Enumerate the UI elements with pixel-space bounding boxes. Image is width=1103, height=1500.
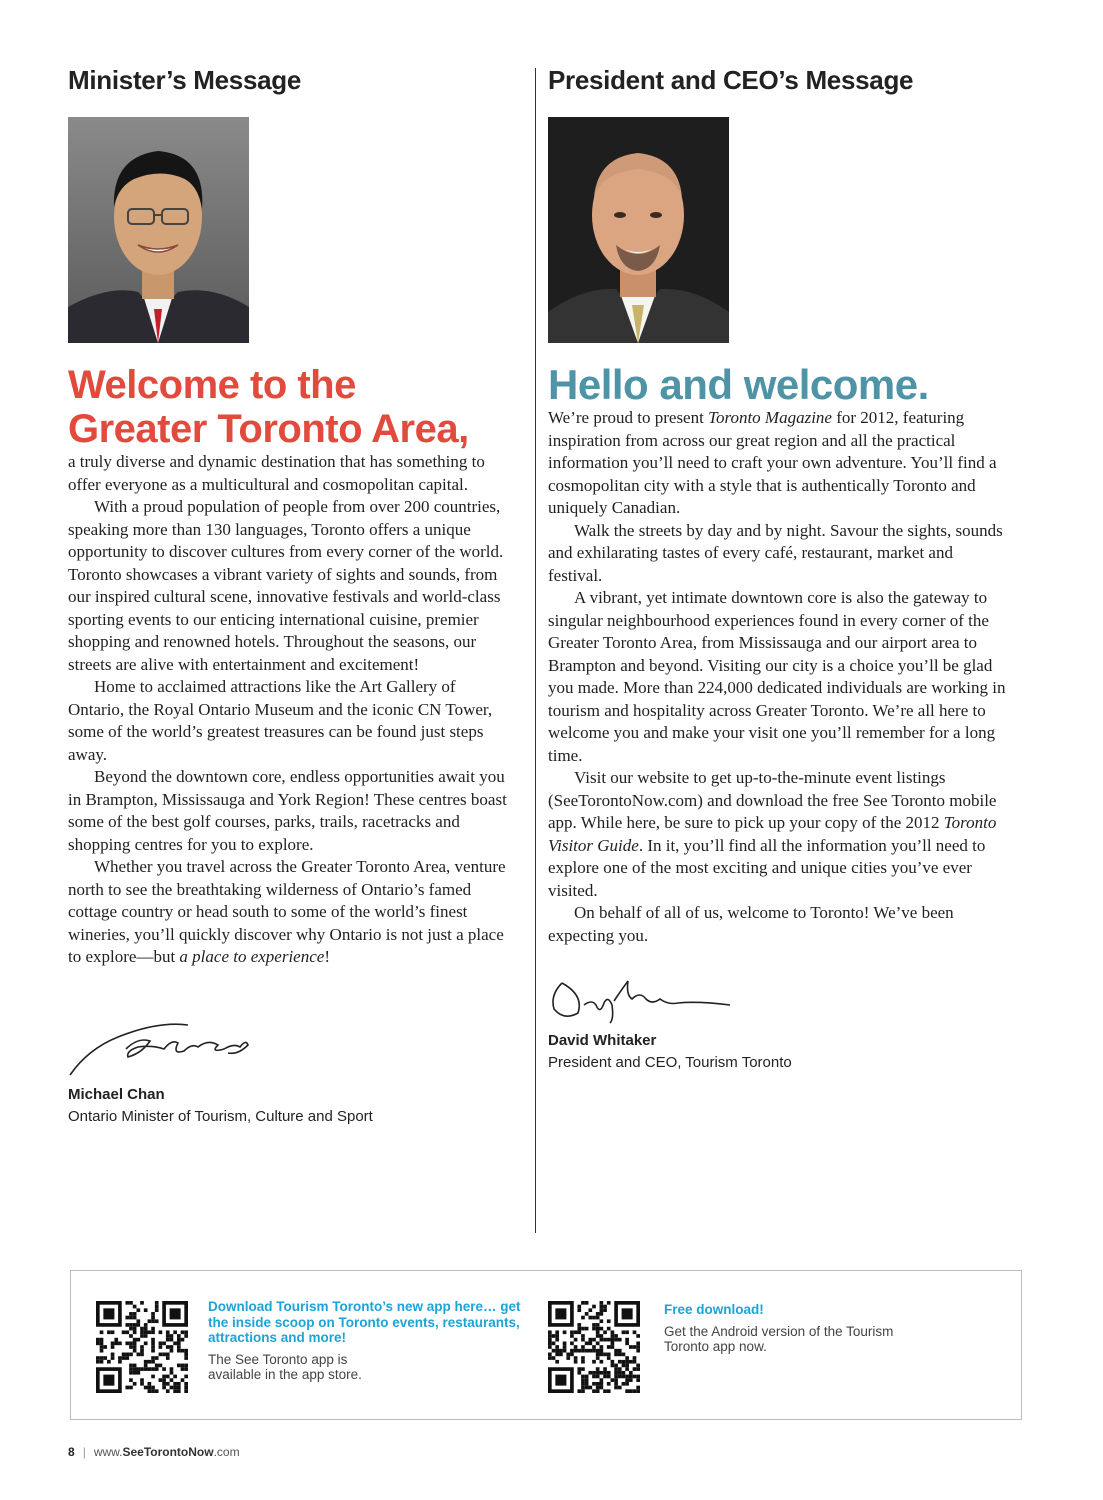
ceo-portrait xyxy=(548,117,729,343)
ceo-letter-body xyxy=(548,407,1008,947)
ceo-name: David Whitaker xyxy=(548,1032,657,1049)
minister-title: Ontario Minister of Tourism, Culture and Sport xyxy=(68,1107,373,1125)
ceo-signature-block xyxy=(548,975,1008,1074)
app-promo-box xyxy=(70,1270,1022,1420)
welcome-headline-line1: Welcome to the xyxy=(68,363,356,407)
app-store-qr-code[interactable] xyxy=(96,1301,188,1393)
ceo-message-heading: President and CEO’s Message xyxy=(548,65,914,95)
minister-signature xyxy=(68,1009,258,1079)
footer-url-suffix: .com xyxy=(213,1445,240,1459)
android-qr-code[interactable] xyxy=(548,1301,640,1393)
minister-paragraph-5-end: ! xyxy=(324,947,330,966)
minister-paragraph-1: a truly diverse and dynamic destination that has something to offer everyone as a multicultural and cosmopolitan capital. xyxy=(68,452,485,494)
ceo-paragraph-4-start: Visit our website to get up-to-the-minute event listings (SeeTorontoNow.com) and download the free See Toronto mobile app. While here, be sure to pick up your copy of the 2012 xyxy=(548,768,997,832)
hello-headline: Hello and welcome. xyxy=(548,361,929,408)
ceo-paragraph-3: A vibrant, yet intimate downtown core is also the gateway to singular neighbourhood experiences found in every corner of the Greater Toronto Area, from Mississauga and our airport area to Brampton and beyond. Visiting our city is a choice you’ll be glad you made. More than 224,000 dedicated individuals are working in tourism and hospitality across Greater Toronto. We’re all here to welcome you and make your visit one you’ll remember for a long time. xyxy=(548,588,1006,765)
minister-portrait xyxy=(68,117,249,343)
minister-paragraph-2: With a proud population of people from over 200 countries, speaking more than 130 languages, Toronto offers a unique opportunity to discover cultures from every corner of the world. Toronto showcases a vibrant variety of sights and sounds, from our inspired cultural scene, innovative festivals and world-class sporting events to our enticing international cuisine, premier shopping and renowned hotels. Throughout the seasons, our streets are alive with entertainment and excitement! xyxy=(68,497,504,674)
app-store-headline: Download Tourism Toronto’s new app here… get the inside scoop on Toronto events, restaurants, attractions and more! xyxy=(208,1299,521,1345)
ceo-paragraph-2: Walk the streets by day and by night. Savour the sights, sounds and exhilarating tastes of every café, restaurant, market and festival. xyxy=(548,520,1003,585)
app-store-promo-text xyxy=(208,1299,528,1383)
minister-paragraph-4: Beyond the downtown core, endless opportunities await you in Brampton, Mississauga and York Region! These centres boast some of the best golf courses, parks, trails, racetracks and shopping centres for you to explore. xyxy=(68,767,507,854)
welcome-headline-line2: Greater Toronto Area, xyxy=(68,407,469,451)
page-number: 8 xyxy=(68,1445,75,1459)
minister-letter-body xyxy=(68,451,513,969)
footer-separator: | xyxy=(82,1445,86,1459)
ceo-signature xyxy=(548,975,738,1025)
welcome-headline xyxy=(68,363,513,451)
minister-paragraph-3: Home to acclaimed attractions like the Art Gallery of Ontario, the Royal Ontario Museum and the iconic CN Tower, some of the world’s greatest treasures can be found just steps away. xyxy=(68,677,493,764)
ceo-paragraph-4-emphasis: Toronto Visitor Guide xyxy=(548,813,997,855)
footer-url-domain: SeeTorontoNow xyxy=(122,1445,214,1459)
minister-message-column xyxy=(68,60,513,1128)
ceo-paragraph-4 xyxy=(548,767,1008,902)
ceo-paragraph-5: On behalf of all of us, welcome to Toronto! We’ve been expecting you. xyxy=(548,903,954,945)
ceo-paragraph-1-end: for 2012, featuring inspiration from across our great region and all the practical information you’ll need to craft your own adventure. You’ll find a cosmopolitan city with a style that is authentically Toronto and uniquely Canadian. xyxy=(548,408,997,517)
minister-paragraph-5-emphasis: a place to experience xyxy=(179,947,325,966)
ceo-paragraph-4-end: . In it, you’ll find all the information you’ll need to explore one of the most exciting and unique cities you’ve ever visited. xyxy=(548,835,986,900)
ceo-title: President and CEO, Tourism Toronto xyxy=(548,1054,792,1071)
android-subtext: Get the Android version of the Tourism Toronto app now. xyxy=(664,1323,894,1354)
ceo-paragraph-1-emphasis: Toronto Magazine xyxy=(708,408,832,427)
footer-url-prefix: www. xyxy=(93,1445,123,1459)
page-footer xyxy=(68,1445,240,1459)
ceo-paragraph-1-start: We’re proud to present xyxy=(548,408,709,427)
ceo-message-column xyxy=(548,60,1008,1074)
footer-url[interactable] xyxy=(94,1445,240,1459)
ceo-paragraph-1 xyxy=(548,407,1008,520)
minister-name: Michael Chan xyxy=(68,1085,165,1103)
app-store-subtext: The See Toronto app is available in the app store. xyxy=(208,1351,362,1382)
minister-paragraph-5-text: Whether you travel across the Greater Toronto Area, venture north to see the breathtaking wilderness of Ontario’s famed cottage country or head south to some of the world’s finest wineries, you’ll quickly discover why Ontario is not just a place to explore—but xyxy=(68,857,506,966)
android-headline: Free download! xyxy=(664,1302,764,1317)
android-promo-text xyxy=(664,1302,894,1355)
column-divider xyxy=(535,68,536,1233)
minister-paragraph-5 xyxy=(68,856,513,969)
minister-signature-block xyxy=(68,1009,513,1128)
minister-message-heading: Minister’s Message xyxy=(68,65,302,95)
